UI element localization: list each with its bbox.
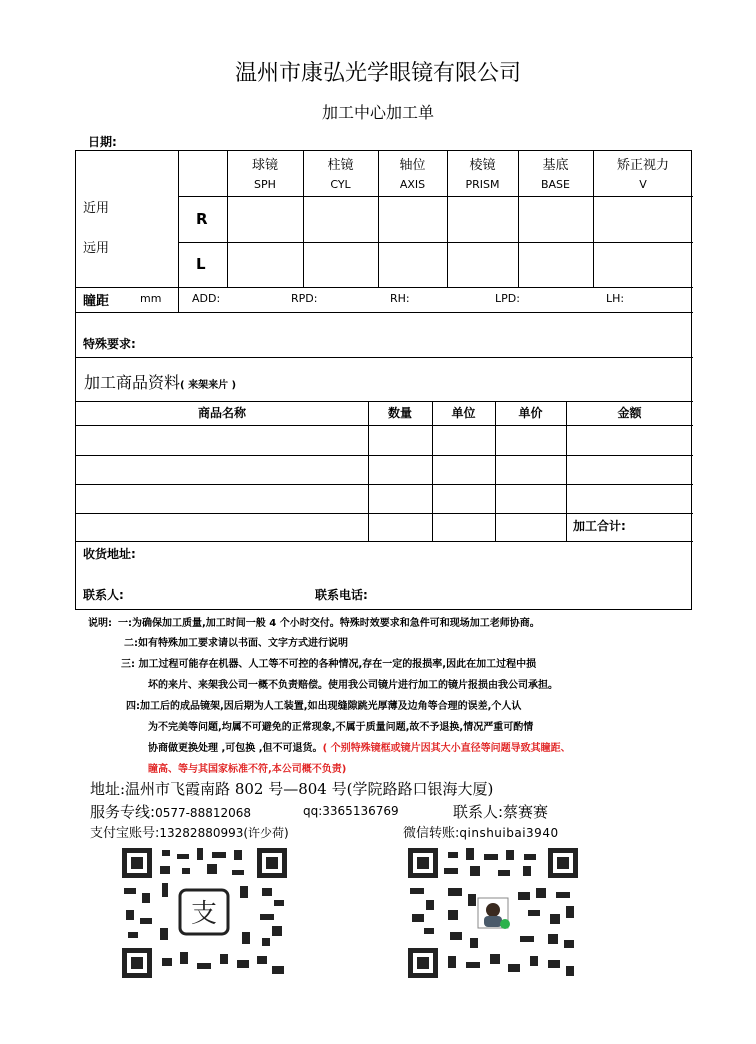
alipay-qr-code xyxy=(122,848,287,978)
col-header-base: 基底 xyxy=(542,158,569,173)
col-header-va-en: V xyxy=(639,178,647,191)
col-header-prism-en: PRISM xyxy=(465,178,500,191)
note-2: 二:如有特殊加工要求请以书面、文字方式进行说明 xyxy=(124,638,348,649)
col-header-sph-en: SPH xyxy=(254,178,276,191)
address-label: 收货地址: xyxy=(83,547,136,561)
col-header-cyl: 柱镜 xyxy=(327,158,354,173)
contact-person: 联系人:蔡赛赛 xyxy=(453,803,549,821)
company-address: 地址:温州市飞霞南路 802 号—804 号(学院路路口银海大厦) xyxy=(90,780,494,798)
notes-prefix: 说明: xyxy=(88,618,112,629)
alipay-account xyxy=(90,822,289,841)
lh-field: LH: xyxy=(606,292,625,305)
wechat-account xyxy=(403,822,559,841)
note-4c xyxy=(148,739,571,759)
rpd-field: RPD: xyxy=(291,292,318,305)
note-4a: 四:加工后的成品镜架,因后期为人工装置,如出现缝隙跳光厚薄及边角等合理的误差,个人认 xyxy=(126,701,522,712)
special-request-label: 特殊要求: xyxy=(83,337,136,351)
product-subtitle: ( 来架来片 ) xyxy=(180,380,237,391)
note-1: 一:为确保加工质量,加工时间一般 4 个小时交付。特殊时效要求和急件可和现场加工老师协商。 xyxy=(118,618,540,629)
alipay-number: 13282880993(许少荷) xyxy=(159,826,289,840)
col-header-amount: 金额 xyxy=(617,406,642,420)
lpd-field: LPD: xyxy=(495,292,520,305)
left-eye-label: L xyxy=(196,255,206,273)
col-header-unit: 单位 xyxy=(451,406,476,420)
pd-label: 瞳距 xyxy=(83,294,110,309)
col-header-cyl-en: CYL xyxy=(330,178,351,191)
note-red-1: ( 个别特殊镜框或镜片因其大小直径等问题导致其瞳距、 xyxy=(322,743,571,754)
date-label: 日期: xyxy=(88,135,117,149)
note-red-2: 瞳高、等与其国家标准不符,本公司概不负责) xyxy=(148,764,347,775)
right-eye-label: R xyxy=(196,210,208,228)
col-header-prism: 棱镜 xyxy=(469,158,496,173)
wechat-qr-code xyxy=(408,848,578,978)
qq-number: qq:3365136769 xyxy=(303,804,399,818)
hotline xyxy=(90,801,251,822)
note-4c-text: 协商做更换处理 ,可包换 ,但不可退货。 xyxy=(148,743,323,754)
col-header-base-en: BASE xyxy=(540,178,570,191)
pd-unit: mm xyxy=(140,292,162,305)
col-header-qty: 数量 xyxy=(387,406,412,420)
form-title: 加工中心加工单 xyxy=(321,103,434,122)
company-name: 温州市康弘光学眼镜有限公司 xyxy=(234,61,521,86)
col-header-va: 矫正视力 xyxy=(616,158,669,173)
far-use-label: 远用 xyxy=(83,241,110,256)
total-label: 加工合计: xyxy=(573,519,626,533)
product-title-text: 加工商品资料 xyxy=(84,373,181,392)
order-form xyxy=(75,150,692,610)
wechat-id: qinshuibai3940 xyxy=(459,826,559,840)
alipay-label: 支付宝账号: xyxy=(90,826,160,841)
note-3b: 坏的来片、来架我公司一概不负责赔偿。使用我公司镜片进行加工的镜片报损由我公司承担。 xyxy=(148,680,558,691)
col-header-sph: 球镜 xyxy=(251,158,278,173)
note-3a: 三: 加工过程可能存在机器、人工等不可控的各种情况,存在一定的报损率,因此在加工过程中损 xyxy=(121,659,537,670)
phone-label: 联系电话: xyxy=(315,588,368,602)
col-header-product-name: 商品名称 xyxy=(197,406,246,420)
rh-field: RH: xyxy=(390,292,410,305)
hotline-number: 0577-88812068 xyxy=(155,806,252,820)
note-4b: 为不完美等问题,均属不可避免的正常现象,不属于质量问题,故不予退换,情况严重可酌情 xyxy=(148,722,534,733)
col-header-axis-en: AXIS xyxy=(399,178,426,191)
wechat-label: 微信转账: xyxy=(403,826,460,841)
contact-label: 联系人: xyxy=(83,588,124,602)
near-use-label: 近用 xyxy=(83,201,110,216)
add-field: ADD: xyxy=(192,292,221,305)
product-section-title xyxy=(84,370,236,393)
hotline-label: 服务专线: xyxy=(90,803,156,821)
svg-text:支: 支 xyxy=(190,899,218,929)
col-header-axis: 轴位 xyxy=(399,158,426,173)
col-header-price: 单价 xyxy=(518,406,543,420)
